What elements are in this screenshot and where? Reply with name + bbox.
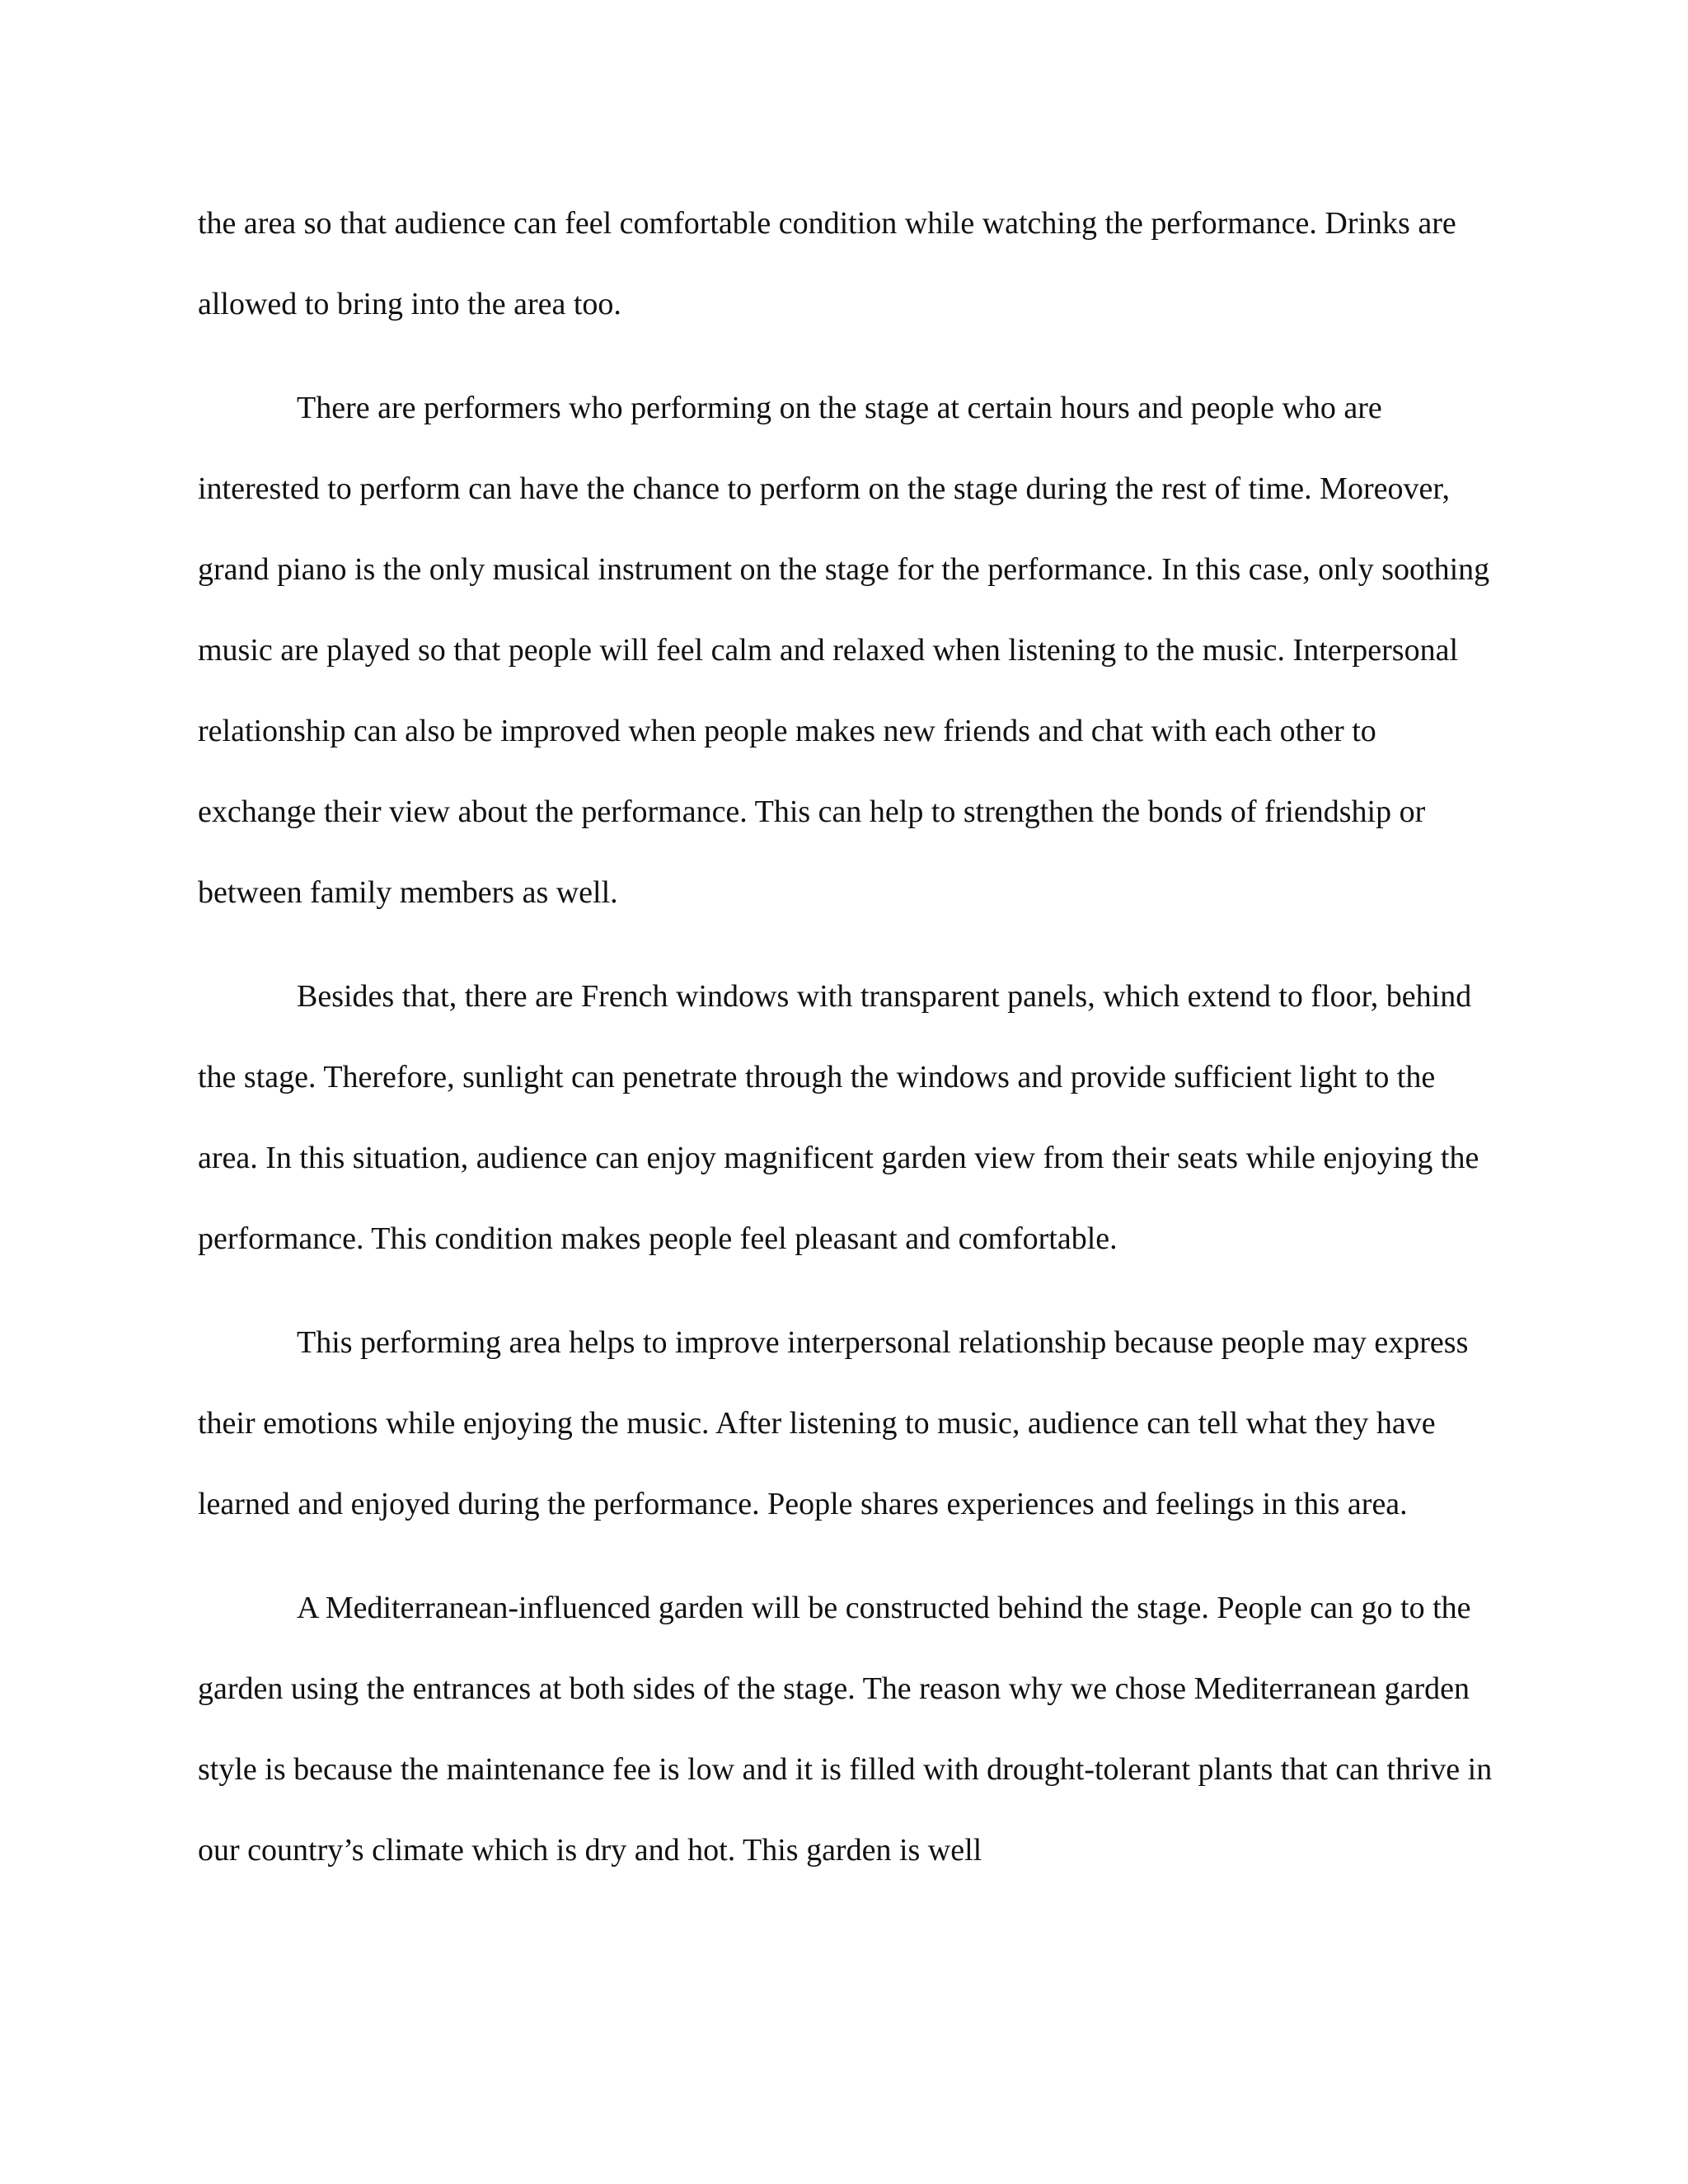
- paragraph-performers: There are performers who performing on the stage at certain hours and people who are interested to perform can have the chance to perform on the stage during the rest of time. Moreover, grand piano is the only musical instrument on the stage for the performance. In this case, only soothing music are played so that people will feel calm and relaxed when listening to the music. Interpersonal relationship can also be improved when people makes new friends and chat with each other to exchange their view about the performance. This can help to strengthen the bonds of friendship or between family members as well.: [198, 391, 1490, 910]
- paragraph-mediterranean-garden: A Mediterranean-influenced garden will be constructed behind the stage. People can go to the garden using the entrances at both sides of the stage. The reason why we chose Mediterranean garden style is because the maintenance fee is low and it is filled with drought-tolerant plants that can thrive in our country’s climate which is dry and hot. This garden is well: [198, 1591, 1493, 1868]
- paragraph-interpersonal: This performing area helps to improve interpersonal relationship because people may express their emotions while enjoying the music. After listening to music, audience can tell what they have learned and enjoyed during the performance. People shares experiences and feelings in this area.: [198, 1325, 1469, 1521]
- paragraph-french-windows: Besides that, there are French windows with transparent panels, which extend to floor, behind the stage. Therefore, sunlight can penetrate through the windows and provide sufficient light to the area. In this situation, audience can enjoy magnificent garden view from their seats while enjoying the performance. This condition makes people feel pleasant and comfortable.: [198, 979, 1479, 1256]
- document-body: [198, 183, 1500, 1914]
- paragraph-continuation: the area so that audience can feel comfortable condition while watching the performance. Drinks are allowed to bring into the area too.: [198, 206, 1456, 321]
